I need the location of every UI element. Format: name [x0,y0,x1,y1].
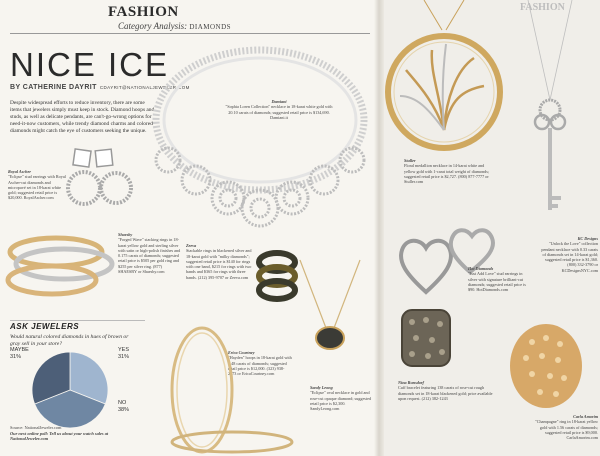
carla-amorim-ring-image [502,318,588,414]
shaesby-caption [118,232,182,274]
carla-text: "Champagne" ring in 18-karat yellow gold with 1.56 carats of diamonds; suggested retail price is $9,000. CarlaAmorim.com [535,419,598,441]
damiani-brand: Damiani [271,99,287,104]
hot-diamonds-text: "Just Add Love" stud earrings in silver with signature brilliant-cut diamonds; suggested retail price is $90. HotDiamonds.com [468,271,526,293]
damiani-caption [225,99,333,120]
byline-name: BY CATHERINE DAYRIT [10,84,97,91]
shaesby-rings-image [4,228,118,300]
label-yes [118,347,129,360]
label-no [118,400,129,413]
poll-pie-chart [30,350,110,430]
shaesby-brand: Shaesby [118,232,133,237]
erica-hoops-image [160,310,310,456]
zeeva-caption [186,243,254,280]
label-maybe [10,347,29,360]
sandy-leong-brand: Sandy Leong [310,385,333,390]
carla-amorim-caption [532,414,598,440]
maybe-pct: 31% [10,353,22,360]
no-label: NO [118,400,127,406]
nina-brand: Nina Runsdorf [398,380,424,385]
header-rule [10,33,370,34]
poll-source [10,425,130,442]
royal-ascher-brand: Royal Ascher [8,169,31,174]
no-pct: 38% [118,406,130,413]
hot-diamonds-brand: Hot Diamonds [468,266,494,271]
byline-email: CDAYRIT@NATIONALJEWELER.COM [99,85,190,90]
stuller-brand: Stuller [404,158,416,163]
maybe-label: MAYBE [10,347,29,353]
ask-jewelers-heading: ASK JEWELERS [10,322,80,331]
royal-ascher-earrings-image [66,146,138,212]
subtitle-topic: DIAMONDS [189,23,232,31]
sandy-leong-text: "Eclipse" oval necklace in gold and rose-cut opaque diamond; suggested retail price is $2,300. SandyLeong.com [310,390,372,412]
source-text: Source: NationalJeweler.com [10,425,62,430]
zeeva-text: Stackable rings in blackened silver and 18-karat gold with "milky diamonds"; suggested retail price is $140 for rings with one band, $215 for rings with two bands and $365 for rings with three bands. (212) 395-9707 or Zeeva.com [186,248,252,280]
yes-label: YES [118,347,130,353]
damiani-text: "Sophia Loren Collection" necklace in 18-karat white gold with 20.10 carats of diamonds; suggested retail price is $134,690. Damiani.it [225,104,333,120]
yes-pct: 31% [118,353,130,360]
erica-brand: Erica Courtney [228,350,255,355]
royal-ascher-text: "Eclipse" stud earrings with Royal Ascher-cut diamonds and micropavé set in 18-karat white gold; suggested retail price is $20,000. RoyalAscher.com [8,174,66,201]
zeeva-brand: Zeeva [186,243,197,248]
nina-text: Cuff bracelet featuring 138 carats of rose-cut rough diamonds set in 18-karat blackened gold; price available upon request. (212) 382-1243 [398,385,493,401]
carla-brand: Carla Amorim [573,414,598,419]
ask-top-rule [10,320,145,321]
kc-designs-caption [540,236,598,273]
intro-paragraph: Despite widespread efforts to reduce inventory, there are some items that jewelers simply must keep in stock. Diamond hoops and studs, as well as delicate pendants, are can't-go-wrong options for need-it-now customers, while trendy diamond charms and colored diamonds might catch the eye of customers seeking the unique. [10,100,155,134]
poll-footer: Our next online poll: Tell us about your watch sales at NationalJeweler.com [10,430,109,441]
kc-key-pendant-image [520,0,580,232]
poll-question: Would natural colored diamonds in hues of brown or gray sell in your store? [10,334,129,347]
sandy-leong-caption [310,385,372,411]
damiani-necklace-image [148,40,376,235]
hot-diamonds-caption [468,266,532,292]
kc-brand: KC Designs [577,236,598,241]
section-label: FASHION [108,4,179,20]
erica-text: "Hayden" hoops in 18-karat gold with 2.48 carats of diamonds; suggested retail price is $12,000. (323) 938-2373 or EricaCourtney.com [228,355,292,377]
kc-text: "Unlock the Love" collection pendant necklace with 0.33 carats of diamonds set in 14-karat gold; suggested retail price is $1,360. (800) 332-3790 or KCDesignsNYC.com [541,241,598,273]
stuller-medallion-image [384,0,504,160]
section-subtitle [118,21,231,31]
subtitle-prefix: Category Analysis: [118,21,188,31]
nina-runsdorf-cuff-image [396,306,456,368]
shaesby-text: "Forged Wave" stacking rings in 18-karat yellow gold and sterling silver with satin or high-polish finishes and 0.175 carats of diamonds; suggested retail price is $505 per gold ring and $255 per silver ring. (877) SHAESBY or Shaesby.com [118,237,181,275]
article-title: NICE ICE [10,46,170,83]
stuller-text: Floral medallion necklace in 14-karat white and yellow gold with 1-carat total weight of diamonds; suggested retail price is $2,727. (800) 877-7777 or Stuller.com [404,163,490,185]
nina-runsdorf-caption [398,380,500,401]
royal-ascher-caption [8,169,68,201]
stuller-caption [404,158,490,184]
sandy-leong-necklace-image [294,258,366,370]
right-masthead: FASHION [520,2,565,13]
